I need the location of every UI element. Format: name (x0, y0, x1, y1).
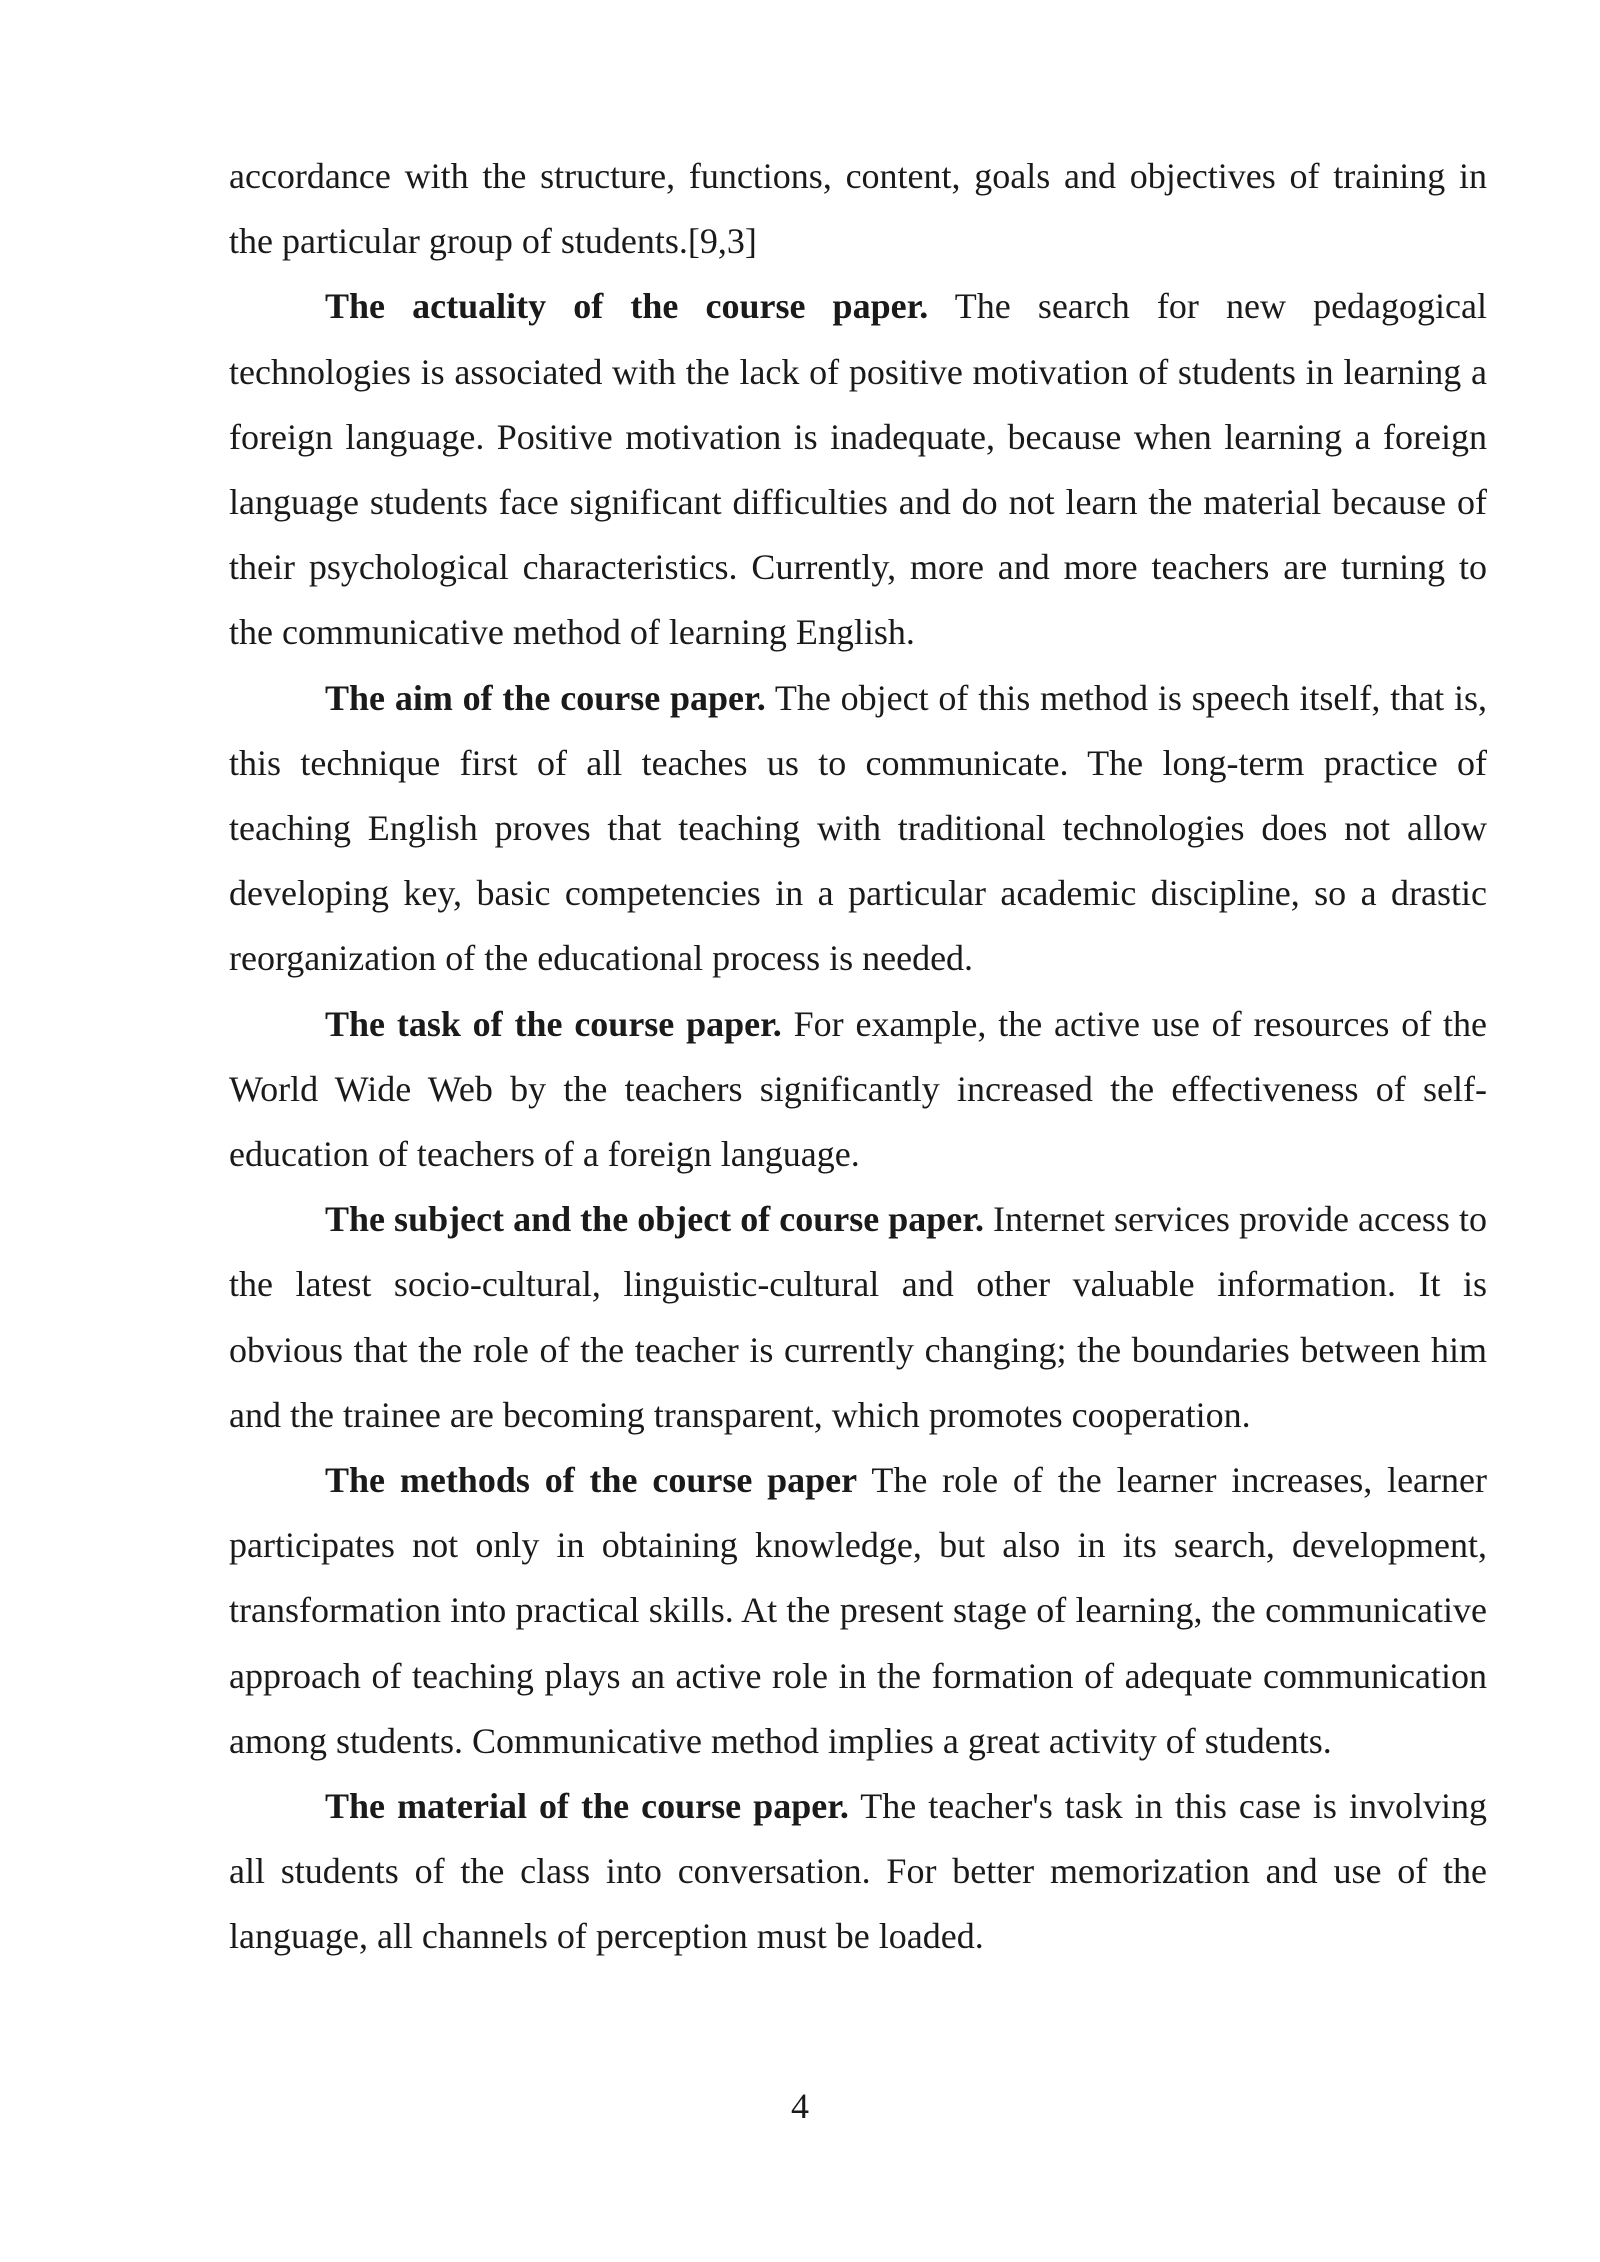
paragraph-heading: The subject and the object of course paper. (325, 1199, 984, 1240)
paragraph-body: The search for new pedagogical technologies is associated with the lack of positive motivation of students in learning a foreign language. Positive motivation is inadequate, because when learning a foreign language students face significant difficulties and do not learn the material because of their psychological characteristics. Currently, more and more teachers are turning to the communicative method of learning English. (229, 286, 1487, 653)
paragraph-heading: The actuality of the course paper. (325, 286, 929, 327)
paragraph-heading: The task of the course paper. (325, 1003, 782, 1044)
paragraph-body: The teacher's task in this case is involving all students of the class into conversation. For better memorization and use of the language, all channels of perception must be loaded. (229, 1786, 1488, 1957)
body-text (229, 144, 1487, 1970)
paragraph-task (229, 992, 1487, 1188)
paragraph-actuality (229, 274, 1487, 665)
paragraph-methods (229, 1448, 1487, 1774)
paragraph-heading: The methods of the course paper (325, 1460, 858, 1501)
page-number: 4 (791, 2086, 809, 2126)
paragraph-aim (229, 666, 1487, 992)
paragraph-body: For example, the active use of resources of the World Wide Web by the teachers significantly increased the effectiveness of self-education of teachers of a foreign language. (229, 1003, 1488, 1175)
paragraph-continuation (229, 144, 1487, 274)
paragraph-body: Internet services provide access to the latest socio-cultural, linguistic-cultural and other valuable information. It is obvious that the role of the teacher is currently changing; the boundaries between him and the trainee are becoming transparent, which promotes cooperation. (229, 1199, 1487, 1435)
paragraph-subject-object (229, 1187, 1487, 1448)
paragraph-body: accordance with the structure, functions, content, goals and objectives of training in the particular group of students.[9,3] (229, 156, 1487, 262)
paragraph-heading: The aim of the course paper. (325, 677, 766, 718)
paragraph-body: The object of this method is speech itself, that is, this technique first of all teaches us to communicate. The long-term practice of teaching English proves that teaching with traditional technologies does not allow developing key, basic competencies in a particular academic discipline, so a drastic reorganization of the educational process is needed. (229, 677, 1488, 979)
paragraph-body: The role of the learner increases, learner participates not only in obtaining knowledge, but also in its search, development, transformation into practical skills. At the present stage of learning, the communicative approach of teaching plays an active role in the formation of adequate communication among students. Communicative method implies a great activity of students. (229, 1460, 1487, 1761)
paragraph-material (229, 1774, 1487, 1970)
paragraph-heading: The material of the course paper. (325, 1786, 849, 1827)
